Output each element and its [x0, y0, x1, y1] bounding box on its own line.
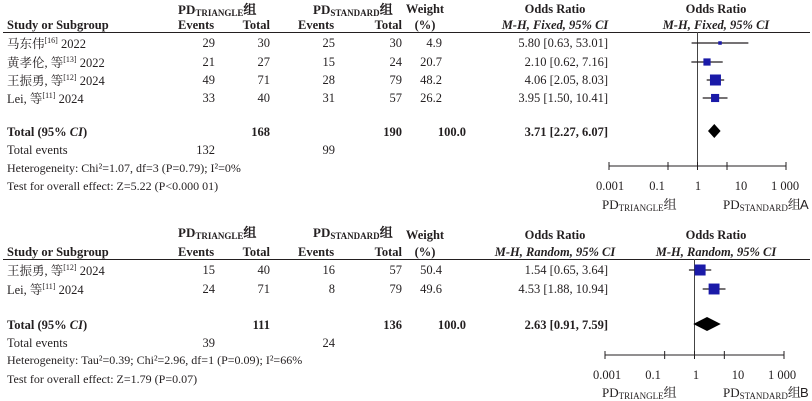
favours-left-label: $PD_{TRIANGLE}$组 — [602, 197, 677, 213]
axis-tick-label: 0.001 — [592, 368, 622, 382]
weight-cell: 26.2 — [420, 91, 442, 105]
total2-value: 136 — [383, 318, 402, 332]
total-weight: 100.0 — [437, 125, 466, 139]
study-name: 黄孝伦, 等[13] 2022 — [7, 55, 105, 71]
study-name: 王振勇, 等[12] 2024 — [7, 73, 105, 89]
total2-cell: 24 — [389, 55, 402, 69]
axis-tick-label: 1 000 — [767, 368, 797, 382]
axis-tick-label: 10 — [734, 179, 748, 193]
events2-cell: 28 — [322, 73, 335, 87]
total2-cell: 79 — [389, 73, 402, 87]
or-title: Odds Ratio — [524, 228, 586, 242]
group1-header: $PD_{TRIANGLE}$组 — [178, 2, 257, 18]
study-point-box — [703, 58, 710, 65]
group1-header: $PD_{TRIANGLE}$组 — [178, 225, 257, 241]
total1-cell: 71 — [257, 73, 270, 87]
total2-cell: 57 — [389, 91, 402, 105]
heterogeneity-text: Heterogeneity: Chi²=1.07, df=3 (P=0.79); I²=0% — [7, 161, 241, 175]
total1-value: 111 — [252, 318, 270, 332]
total1-header: Total — [242, 245, 270, 259]
total1-cell: 40 — [257, 263, 270, 277]
total-events1: 132 — [196, 143, 215, 157]
events1-cell: 24 — [202, 282, 215, 296]
or-cell: 4.53 [1.88, 10.94] — [518, 282, 608, 296]
total1-header: Total — [242, 18, 270, 32]
total2-cell: 57 — [389, 263, 402, 277]
events1-cell: 21 — [202, 55, 215, 69]
total2-cell: 79 — [389, 282, 402, 296]
total1-cell: 71 — [257, 282, 270, 296]
events1-cell: 33 — [202, 91, 215, 105]
plot-method: M-H, Random, 95% CI — [655, 245, 777, 259]
events2-header: Events — [298, 245, 335, 259]
favours-left-label: $PD_{TRIANGLE}$组 — [602, 385, 677, 401]
overall-effect-text: Test for overall effect: Z=1.79 (P=0.07) — [7, 372, 198, 386]
overall-effect-text: Test for overall effect: Z=5.22 (P<0.000 01) — [7, 179, 219, 193]
total2-header: Total — [374, 18, 402, 32]
group2-header: $PD_{STANDARD}$组 — [313, 2, 393, 18]
events1-cell: 15 — [202, 263, 215, 277]
favours-right-label: $PD_{STANDARD}$组 — [723, 385, 801, 401]
total1-cell: 27 — [257, 55, 270, 69]
weight-cell: 20.7 — [420, 55, 442, 69]
events1-cell: 49 — [202, 73, 215, 87]
group2-header: $PD_{STANDARD}$组 — [313, 225, 393, 241]
weight-unit: (%) — [414, 245, 436, 259]
total1-cell: 40 — [257, 91, 270, 105]
weight-unit: (%) — [414, 18, 436, 32]
heterogeneity-text: Heterogeneity: Tau²=0.39; Chi²=2.96, df=1 (P=0.09); I²=66% — [7, 353, 303, 367]
study-name: 马东伟[16] 2022 — [7, 36, 86, 52]
total-events-label: Total events — [7, 336, 68, 350]
or-method: M-H, Fixed, 95% CI — [501, 18, 609, 32]
study-point-box — [709, 284, 720, 295]
events1-header: Events — [178, 18, 215, 32]
study-name: Lei, 等[11] 2024 — [7, 91, 84, 107]
weight-header: Weight — [405, 228, 445, 242]
axis-tick-label: 0.001 — [595, 179, 625, 193]
axis-tick-label: 0.1 — [649, 179, 665, 193]
study-header: Study or Subgroup — [7, 245, 109, 259]
axis-tick-label: 1 000 — [770, 179, 800, 193]
total2-header: Total — [374, 245, 402, 259]
weight-header: Weight — [405, 2, 445, 16]
total-weight: 100.0 — [437, 318, 466, 332]
axis-tick-label: 1 — [694, 179, 702, 193]
study-name: Lei, 等[11] 2024 — [7, 282, 84, 298]
total-events2: 24 — [322, 336, 335, 350]
or-cell: 3.95 [1.50, 10.41] — [518, 91, 608, 105]
weight-cell: 4.9 — [426, 36, 442, 50]
study-point-box — [718, 41, 722, 45]
or-cell: 2.10 [0.62, 7.16] — [524, 55, 608, 69]
plot-title: Odds Ratio — [685, 2, 747, 16]
events2-cell: 8 — [328, 282, 335, 296]
events2-cell: 15 — [322, 55, 335, 69]
pooled-diamond — [708, 124, 721, 138]
panel-label: A — [800, 197, 809, 212]
study-name: 王振勇, 等[12] 2024 — [7, 263, 105, 279]
total1-cell: 30 — [257, 36, 270, 50]
total-events-label: Total events — [7, 143, 68, 157]
weight-cell: 48.2 — [420, 73, 442, 87]
total-label: Total (95% CI) — [7, 125, 88, 139]
study-point-box — [695, 265, 706, 276]
study-point-box — [711, 94, 719, 102]
pooled-diamond — [693, 317, 720, 331]
total2-value: 190 — [383, 125, 402, 139]
events2-header: Events — [298, 18, 335, 32]
axis-tick-label: 0.1 — [645, 368, 661, 382]
or-cell: 5.80 [0.63, 53.01] — [518, 36, 608, 50]
total-or: 3.71 [2.27, 6.07] — [524, 125, 608, 139]
or-title: Odds Ratio — [524, 2, 586, 16]
weight-cell: 49.6 — [420, 282, 442, 296]
plot-method: M-H, Fixed, 95% CI — [662, 18, 770, 32]
events1-header: Events — [178, 245, 215, 259]
axis-tick-label: 10 — [731, 368, 745, 382]
events1-cell: 29 — [202, 36, 215, 50]
total-label: Total (95% CI) — [7, 318, 88, 332]
total1-value: 168 — [251, 125, 270, 139]
or-cell: 4.06 [2.05, 8.03] — [524, 73, 608, 87]
panel-label: B — [800, 385, 809, 400]
axis-tick-label: 1 — [692, 368, 700, 382]
study-point-box — [710, 75, 721, 86]
events2-cell: 31 — [322, 91, 335, 105]
total-or: 2.63 [0.91, 7.59] — [524, 318, 608, 332]
or-cell: 1.54 [0.65, 3.64] — [524, 263, 608, 277]
plot-title: Odds Ratio — [685, 228, 747, 242]
study-header: Study or Subgroup — [7, 18, 109, 32]
favours-right-label: $PD_{STANDARD}$组 — [723, 197, 801, 213]
weight-cell: 50.4 — [420, 263, 442, 277]
events2-cell: 16 — [322, 263, 335, 277]
total2-cell: 30 — [389, 36, 402, 50]
or-method: M-H, Random, 95% CI — [494, 245, 616, 259]
total-events1: 39 — [202, 336, 215, 350]
events2-cell: 25 — [322, 36, 335, 50]
total-events2: 99 — [322, 143, 335, 157]
